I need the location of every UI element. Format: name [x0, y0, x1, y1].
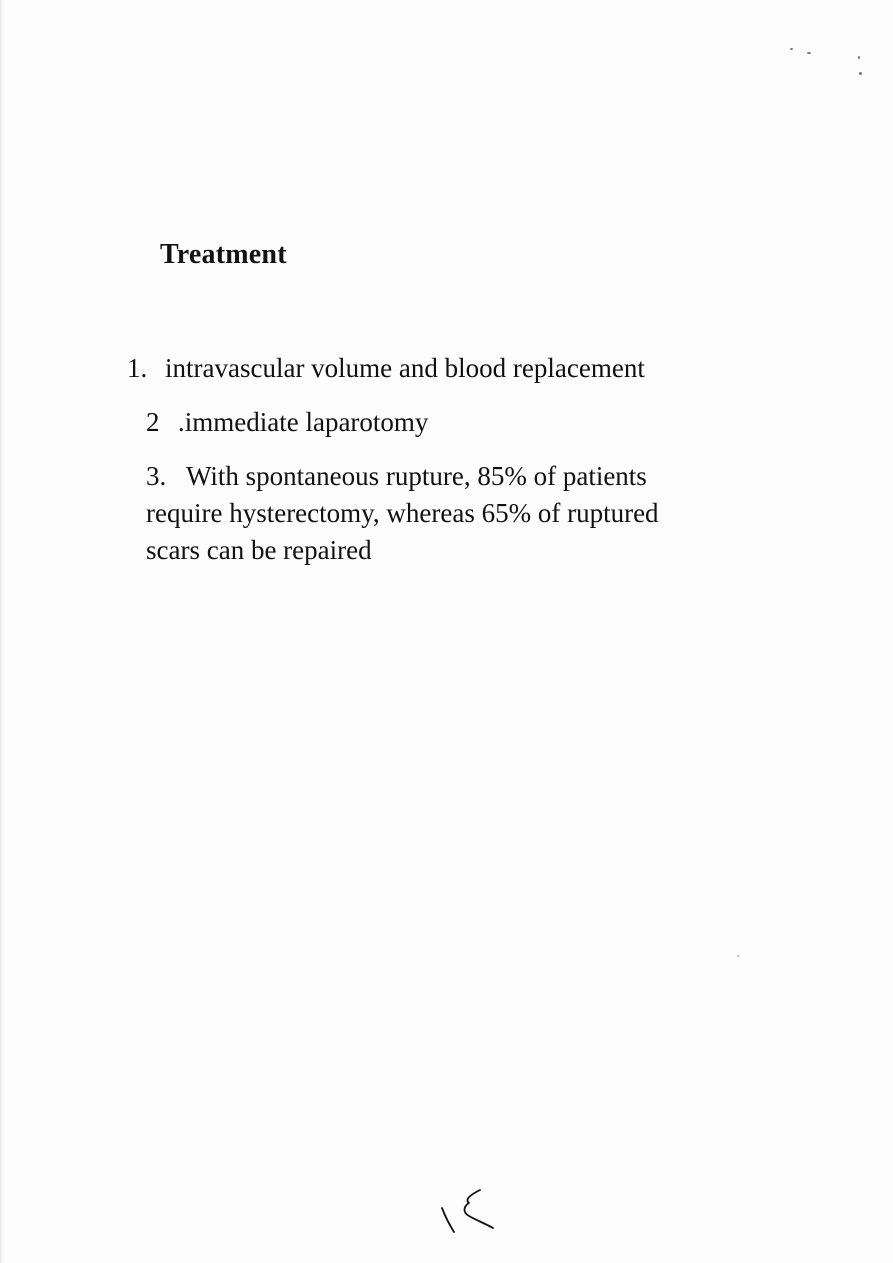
list-item	[127, 350, 645, 387]
scan-speck	[737, 955, 739, 957]
list-item-number: 3.	[146, 461, 167, 491]
list-item-text-line: scars can be repaired	[146, 535, 372, 565]
page-number-glyph	[436, 1186, 498, 1236]
handwritten-page-number	[436, 1186, 498, 1236]
scan-speck	[807, 52, 811, 54]
list-item-number: 1.	[127, 353, 148, 383]
list-item-text: .immediate laparotomy	[178, 407, 429, 437]
list-item-number: 2	[146, 407, 160, 437]
scan-speck	[859, 72, 862, 75]
section-heading: Treatment	[160, 239, 287, 270]
list-item-text-line: require hysterectomy, whereas 65% of ruptured	[146, 498, 659, 528]
scan-speck	[858, 56, 860, 59]
list-item-text-line: With spontaneous rupture, 85% of patients	[186, 461, 647, 491]
list-item	[146, 458, 746, 569]
scan-edge	[0, 0, 3, 1263]
list-item	[146, 404, 428, 441]
scan-speck	[790, 48, 793, 50]
list-item-text: intravascular volume and blood replacement	[165, 353, 645, 383]
